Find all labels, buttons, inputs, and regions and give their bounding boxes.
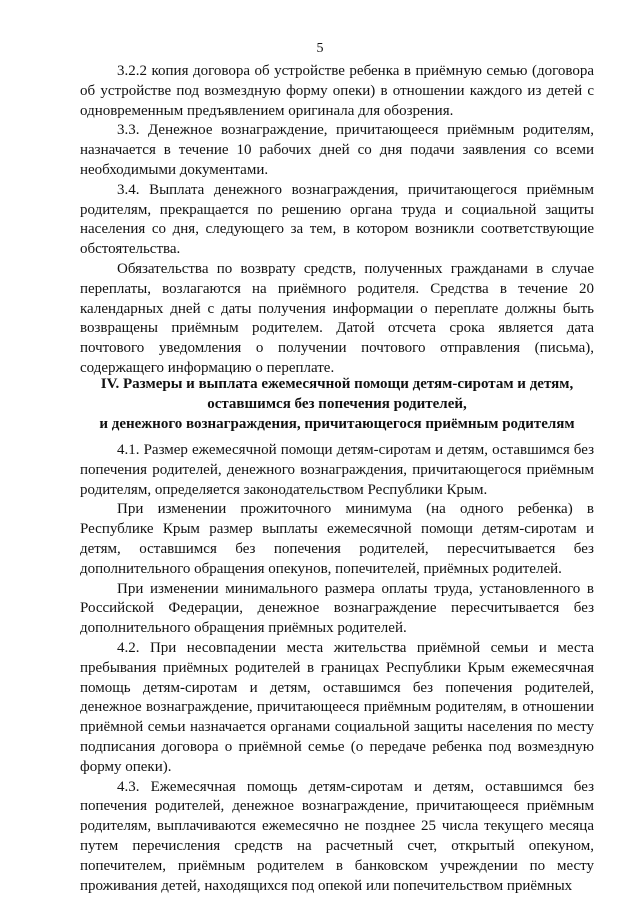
section-4-heading (80, 374, 594, 434)
section-3-text (80, 62, 594, 379)
section-4-heading-line-1: IV. Размеры и выплата ежемесячной помощи детям-сиротам и детям, (100, 376, 574, 392)
paragraph-3-2-2: 3.2.2 копия договора об устройстве ребенка в приёмную семью (договора об устройстве под возмездную форму опеки) в отношении каждого из детей с одновременным предъявлением оригинала для обозрения. (80, 63, 594, 119)
section-4-text (80, 441, 594, 896)
paragraph-subsistence-change: При изменении прожиточного минимума (на одного ребенка) в Республике Крым размер выплаты ежемесячной помощи детям-сиротам и детям, оставшимся без попечения родителей, пересчитывается без дополнительного обращения опекунов, попечителей, приёмных родителей. (80, 501, 594, 577)
paragraph-overpayment-obligations: Обязательства по возврату средств, полученных гражданами в случае переплаты, возлагаются на приёмного родителя. Средства в течение 20 календарных дней с даты получения информации о переплате должны быть возвращены приёмным родителем. Датой отсчета срока является дата почтового уведомления о получении почтового отправления (письма), содержащего информацию о переплате. (80, 260, 594, 376)
paragraph-4-3: 4.3. Ежемесячная помощь детям-сиротам и детям, оставшимся без попечения родителей, денежное вознаграждение, причитающееся приёмным родителям, выплачиваются ежемесячно не позднее 25 числа текущего месяца путем перечисления средств на расчетный счет, открытый опекуном, попечителем, приёмным родителем в банковском учреждении по месту проживания детей, находящихся под опекой или попечительством приёмных (80, 778, 594, 894)
section-4-heading-line-2: оставшимся без попечения родителей, (207, 396, 467, 412)
paragraph-3-3: 3.3. Денежное вознаграждение, причитающееся приёмным родителям, назначается в течение 10 рабочих дней со дня подачи заявления со всеми необходимыми документами. (80, 122, 594, 178)
paragraph-minimum-wage-change: При изменении минимального размера оплаты труда, установленного в Российской Федерации, денежное вознаграждение пересчитывается без дополнительного обращения приёмных родителей. (80, 580, 594, 637)
section-4-heading-line-3: и денежного вознаграждения, причитающегося приёмным родителям (99, 416, 575, 432)
paragraph-3-4: 3.4. Выплата денежного вознаграждения, причитающегося приёмным родителям, прекращается по решению органа труда и социальной защиты населения со дня, следующего за тем, в котором возникли соответствующие обстоятельства. (80, 181, 594, 258)
page-number: 5 (316, 41, 324, 56)
paragraph-4-2: 4.2. При несовпадении места жительства приёмной семьи и места пребывания приёмных родителей в границах Республики Крым ежемесячная помощь детям-сиротам и детям, оставшимся без попечения родителей, денежное вознаграждение, причитающееся приёмным родителям, в отношении приёмной семьи назначается органами социальной защиты населения по месту подписания договора о приёмной семье (о передаче ребенка под возмездную форму опеки). (80, 639, 594, 775)
paragraph-4-1: 4.1. Размер ежемесячной помощи детям-сиротам и детям, оставшимся без попечения родителей, денежного вознаграждения, причитающегося приёмным родителям, определяется законодательством Республики Крым. (80, 442, 594, 498)
